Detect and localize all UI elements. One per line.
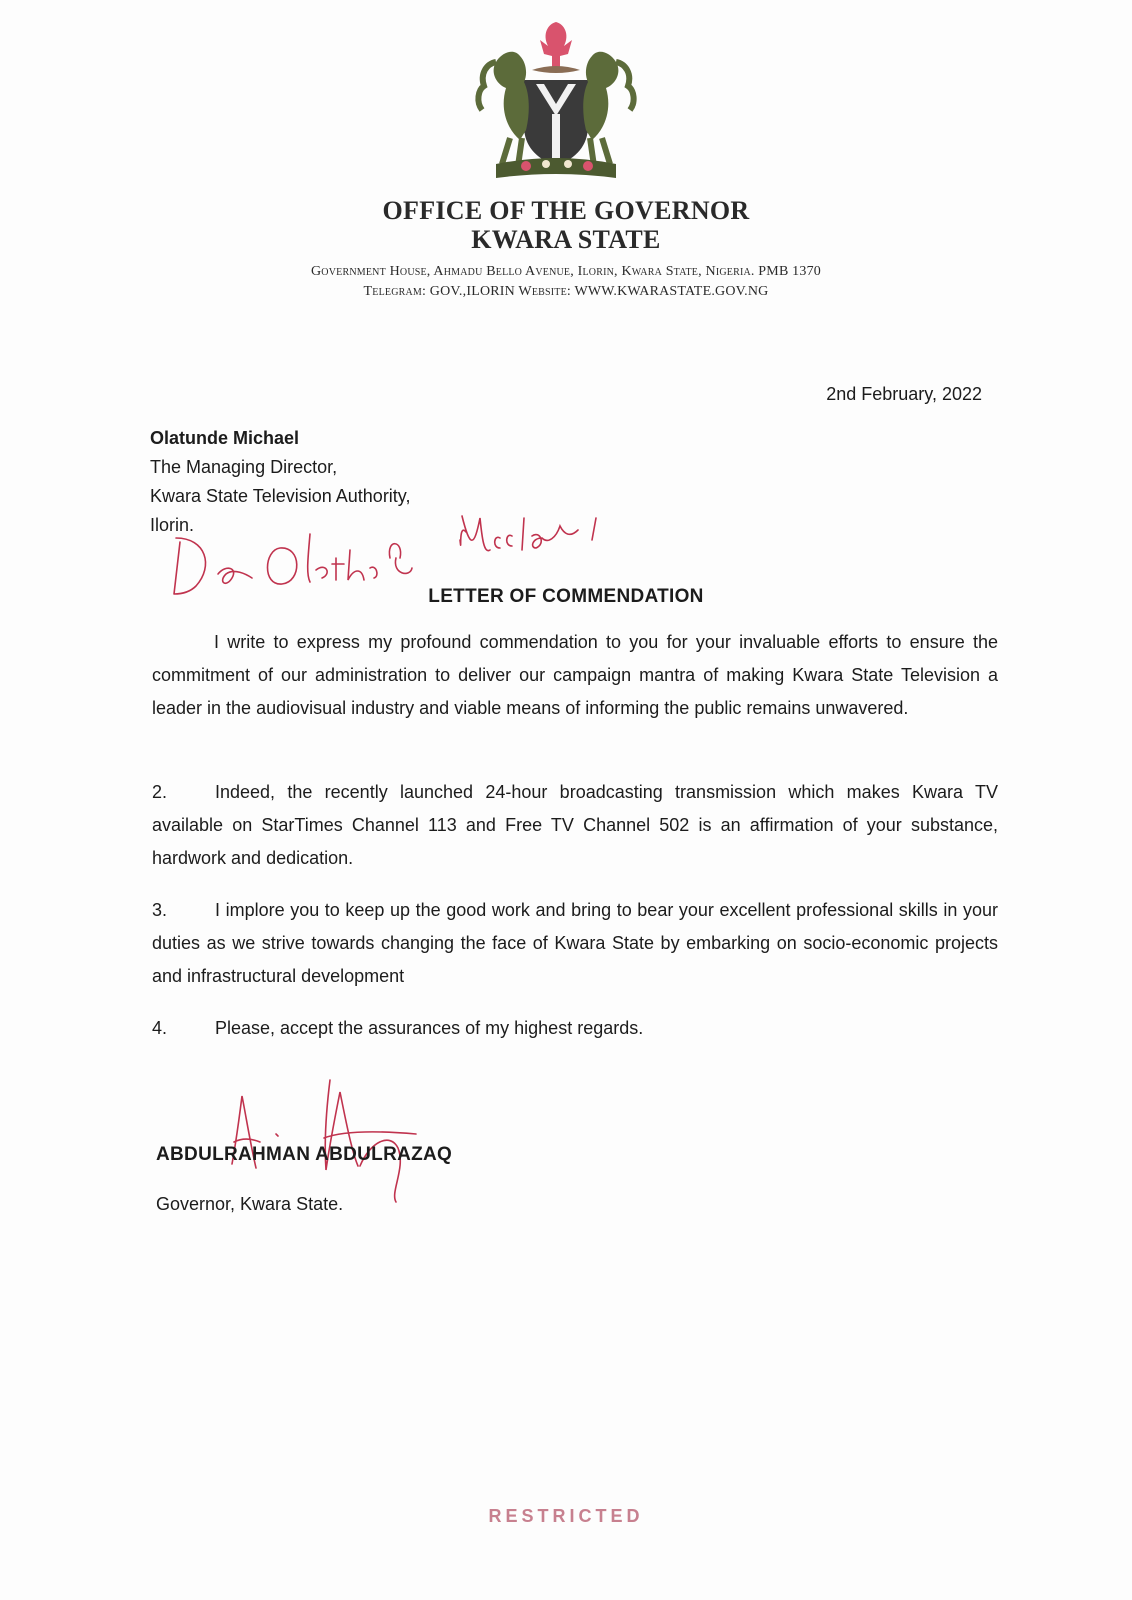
letter-date: 2nd February, 2022 — [826, 384, 982, 404]
paragraph-3-number: 3. — [152, 900, 168, 920]
signatory-title: Governor, Kwara State. — [156, 1194, 344, 1214]
address-line1: Government House, Ahmadu Bello Avenue, Ilorin, Kwara State, Nigeria. PMB 1370 — [311, 264, 821, 279]
paragraph-3-text: I implore you to keep up the good work and bring to bear your excellent professional skills in your duties as we strive towards changing the face of Kwara State by embarking on socio-economic projects and infrastructural development — [152, 900, 998, 986]
signatory-name: ABDULRAHMAN ABDULRAZAQ — [156, 1144, 453, 1165]
body-paragraph-3 — [152, 894, 998, 993]
letter-subject: LETTER OF COMMENDATION — [428, 586, 704, 607]
body-paragraph-4 — [152, 1012, 998, 1045]
coat-of-arms-icon — [456, 18, 656, 188]
governor-signature — [220, 1072, 460, 1212]
paragraph-1-text: I write to express my profound commendation to you for your invaluable efforts to ensure the commitment of our administration to deliver our campaign mantra of making Kwara State Television a leader in the audiovisual industry and viable means of informing the public remains unwavered. — [152, 632, 998, 718]
restricted-footer: RESTRICTED — [488, 1506, 644, 1526]
paragraph-4-text: Please, accept the assurances of my highest regards. — [215, 1018, 644, 1038]
recipient-name: Olatunde Michael — [150, 428, 300, 448]
office-title-line2: KWARA STATE — [471, 225, 661, 254]
body-paragraph-2 — [152, 776, 998, 875]
recipient-line1: The Managing Director, — [150, 457, 338, 477]
paragraph-4-number: 4. — [152, 1018, 168, 1038]
body-paragraph-1 — [152, 626, 998, 725]
paragraph-2-text: Indeed, the recently launched 24-hour broadcasting transmission which makes Kwara TV available on StarTimes Channel 113 and Free TV Channel 502 is an affirmation of your substance, hardwork and dedication. — [152, 782, 998, 868]
office-title-line1: OFFICE OF THE GOVERNOR — [382, 196, 750, 225]
recipient-line2: Kwara State Television Authority, — [150, 486, 411, 506]
office-title — [0, 196, 1132, 254]
recipient-line3: Ilorin. — [150, 515, 195, 535]
paragraph-2-number: 2. — [152, 782, 168, 802]
address-line2: Telegram: GOV.,ILORIN Website: WWW.KWARASTATE.GOV.NG — [363, 284, 769, 299]
